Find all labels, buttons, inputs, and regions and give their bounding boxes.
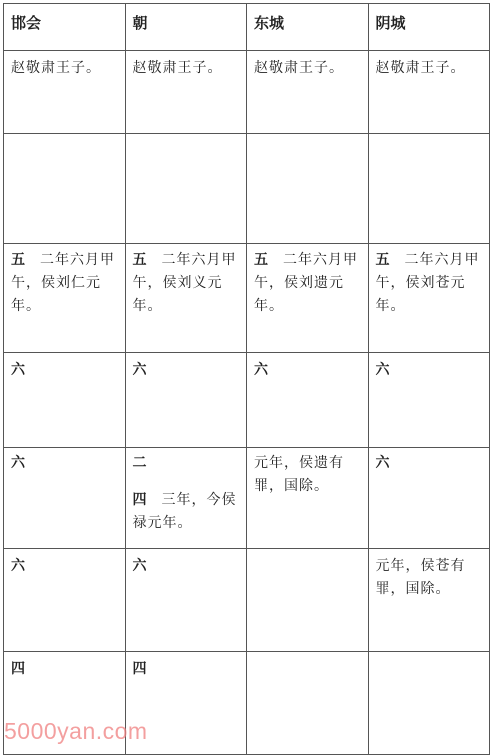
header-cell-yincheng: 阴城 (368, 4, 490, 51)
table-row (4, 549, 490, 652)
table-cell: 赵敬肃王子。 (125, 51, 247, 134)
table-cell (368, 549, 490, 652)
table-cell (4, 134, 126, 244)
table-cell (368, 134, 490, 244)
cell-text: 二年六月甲午，侯刘遗元年。 (254, 252, 358, 314)
chronology-table (3, 3, 490, 755)
cell-text: 二年六月甲午，侯刘苍元年。 (375, 252, 480, 314)
table-cell: 赵敬肃王子。 (368, 51, 490, 134)
table-cell (368, 244, 490, 353)
cell-text: 二年六月甲午，侯刘仁元年。 (11, 252, 115, 314)
cell-text: 三年，今侯禄元年。 (132, 492, 237, 531)
table-cell (4, 549, 126, 652)
table-row (4, 134, 490, 244)
table-cell (247, 448, 369, 549)
year-number: 五 (132, 252, 148, 268)
site-watermark: 5000yan.com (4, 718, 148, 744)
year-number: 五 (254, 252, 269, 268)
cell-text: 二年六月甲午，侯刘义元年。 (132, 252, 237, 314)
cell-text: 元年，侯苍有罪，国除。 (375, 558, 466, 597)
table-cell: 赵敬肃王子。 (247, 51, 369, 134)
table-cell (4, 353, 126, 448)
table-cell (368, 652, 490, 755)
table-cell (368, 353, 490, 448)
year-number: 六 (11, 558, 26, 574)
year-number: 六 (254, 362, 269, 378)
table-row (4, 51, 490, 134)
year-number: 六 (11, 362, 26, 378)
table-row (4, 353, 490, 448)
year-number: 六 (132, 362, 148, 378)
year-number: 四 (132, 492, 148, 508)
header-cell-hanhui: 邯会 (4, 4, 126, 51)
year-number: 五 (11, 252, 26, 268)
table-cell (125, 549, 247, 652)
year-number: 六 (11, 455, 26, 471)
header-row (4, 4, 490, 51)
table-cell (247, 652, 369, 755)
table-cell (368, 448, 490, 549)
table-cell (4, 448, 126, 549)
table-cell (247, 549, 369, 652)
cell-text: 元年，侯遗有罪，国除。 (254, 455, 344, 494)
year-number: 五 (375, 252, 391, 268)
table-cell (247, 244, 369, 353)
table-cell (247, 134, 369, 244)
year-number: 二 (132, 455, 148, 471)
header-cell-dongcheng: 东城 (247, 4, 369, 51)
table-cell (125, 134, 247, 244)
table-row (4, 244, 490, 353)
header-cell-chao: 朝 (125, 4, 247, 51)
table-cell: 赵敬肃王子。 (4, 51, 126, 134)
year-number: 四 (132, 661, 148, 677)
table-cell (125, 448, 247, 549)
table-cell (4, 244, 126, 353)
table-row (4, 448, 490, 549)
year-number: 六 (132, 558, 148, 574)
table-cell (125, 353, 247, 448)
table-cell (247, 353, 369, 448)
year-number: 四 (11, 661, 26, 677)
year-number: 六 (375, 455, 391, 471)
table-cell (125, 244, 247, 353)
year-number: 六 (375, 362, 391, 378)
